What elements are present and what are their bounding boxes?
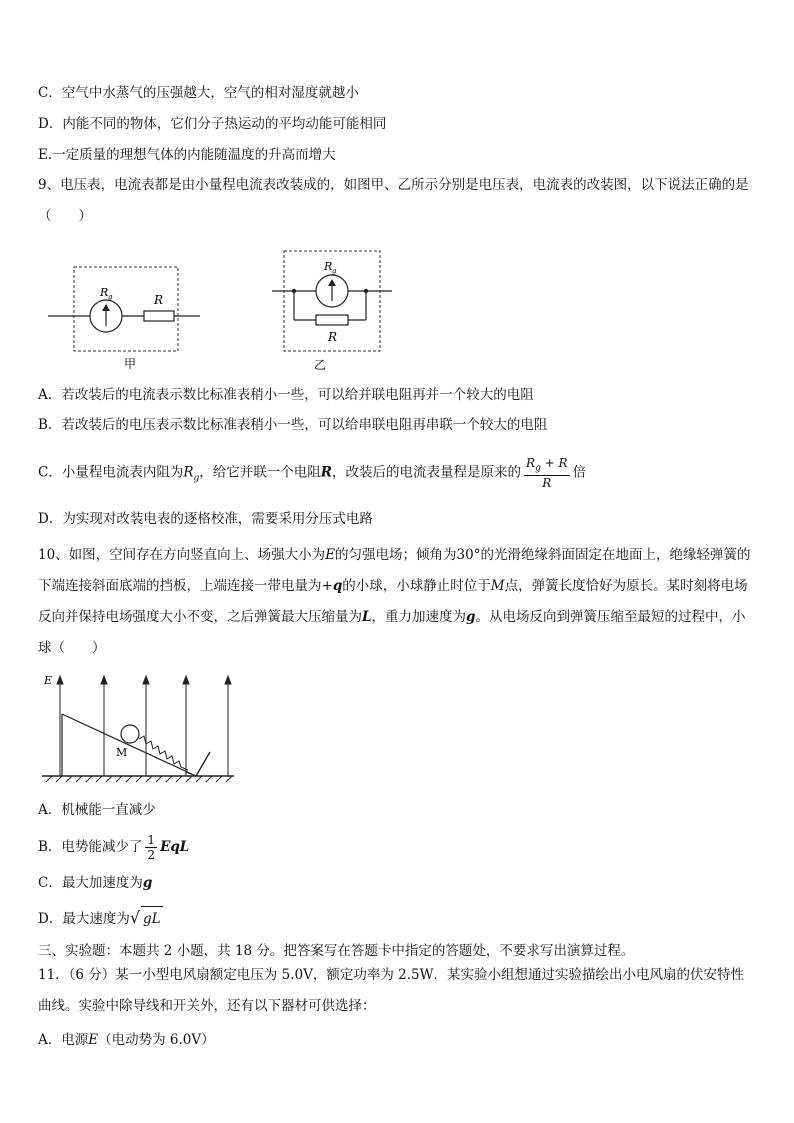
fig-yi-label: 乙 [314,358,327,372]
q9-option-b: B．若改装后的电压表示数比标准表稍小一些，可以给串联电阻再串联一个较大的电阻 [38,417,548,433]
svg-text:g: g [332,267,337,275]
q10-figure [38,672,238,788]
q9-option-d: D．为实现对改装电表的逐格校准，需要采用分压式电路 [38,511,373,527]
q11-option-a: A．电源E（电动势为 6.0V） [38,1032,215,1048]
q10-option-d: D．最大速度为√ gL [38,906,163,931]
q9-option-c-fraction: $\frac{R_g + R}{R}$ [526,456,568,491]
q8-option-e: E.一定质量的理想气体的内能随温度的升高而增大 [38,147,336,163]
q9-option-c: C．小量程电流表内阻为$R_g$，给它并联一个电阻R，改装后的电流表量程是原来的 $\frac{R_g + R}{R}$ 倍 [38,456,587,491]
q11-stem: 11．（6 分）某一小型电风扇额定电压为 5.0V，额定功率为 2.5W．某实验小组想通过实验描绘出小电风扇的伏安特性曲线。实验中除导线和开关外，还有以下器材可供选择： [38,967,744,1014]
section-3-heading: 三、实验题：本题共 2 小题，共 18 分。把答案写在答题卡中指定的答题处，不要求写出演算过程。 [38,943,635,959]
r-label-yi: R [328,330,338,344]
r-label-jia: R [154,293,164,307]
q10-option-a: A．机械能一直减少 [38,802,156,818]
q8-option-c: C．空气中水蒸气的压强越大，空气的相对湿度就越小 [38,85,359,101]
q9-stem: 9、电压表，电流表都是由小量程电流表改装成的，如图甲、乙所示分别是电压表，电流表的改装图，以下说法正确的是（ ） [38,177,749,224]
rg-label-yi: R [324,260,333,273]
q9-figure-jia [44,262,204,372]
q10-option-b-fraction: $\frac{1}{2}$ [147,833,156,862]
q10-option-c: C．最大加速度为g [38,875,153,891]
fig-jia-label: 甲 [124,357,137,371]
q9-option-a: A．若改装后的电流表示数比标准表稍小一些，可以给并联电阻再并一个较大的电阻 [38,387,534,403]
q10-stem: 10、如图，空间存在方向竖直向上、场强大小为E的匀强电场；倾角为30°的光滑绝缘斜面固定在地面上，绝缘轻弹簧的下端连接斜面底端的挡板，上端连接一带电量为+q的小球，小球静止时位于M点，弹簧长度恰好为原长。某时刻将电场反向并保持电场强度大小不变，之后弹簧最大压缩量为L，重力加速度为g。从电场反向到弹簧压缩至最短的过程中，小球（ ） [38,547,751,656]
field-label: E [44,674,53,687]
ball-label: M [116,746,128,759]
q10-option-b: B．电势能减少了 $\frac{1}{2}$ EqL [38,833,190,862]
svg-text:g: g [108,293,113,301]
q8-option-d: D．内能不同的物体，它们分子热运动的平均动能可能相同 [38,116,387,132]
rg-label-jia: R [100,286,109,299]
q9-figure-yi [270,245,400,373]
